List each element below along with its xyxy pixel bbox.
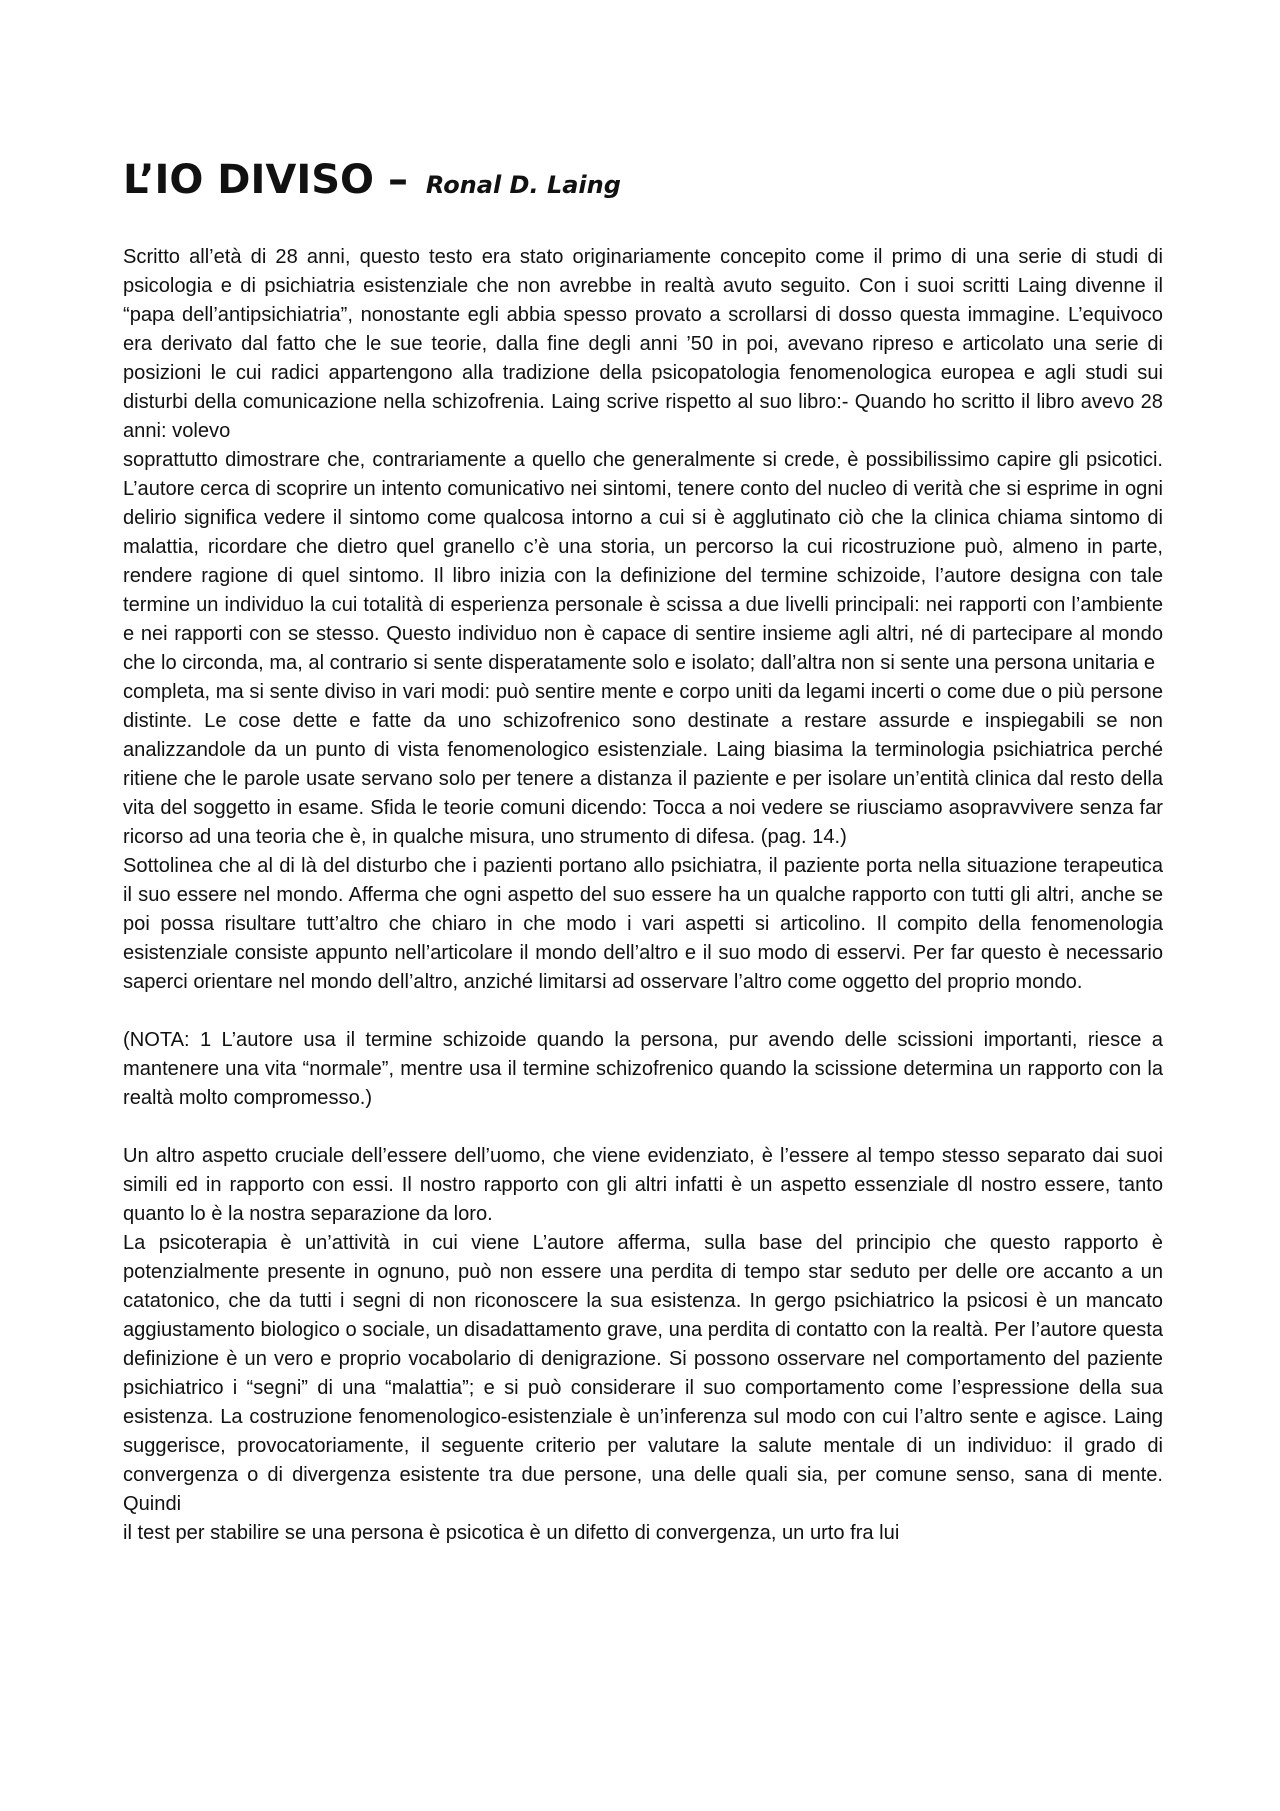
- title-text: L’IO DIVISO –: [123, 157, 408, 203]
- document-page: [123, 140, 1163, 1548]
- paragraph: Sottolinea che al di là del disturbo che i pazienti portano allo psichiatra, il paziente porta nella situazione terapeutica il suo essere nel mondo. Afferma che ogni aspetto del suo essere ha un qualche rapporto con tutti gli altri, anche se poi possa risultare tutt’altro che chiaro in che modo i vari aspetti si articolino. Il compito della fenomenologia esistenziale consiste appunto nell’articolare il mondo dell’altro e il suo modo di esservi. Per far questo è necessario saperci orientare nel mondo dell’altro, anziché limitarsi ad osservare l’altro come oggetto del proprio mondo.: [123, 855, 1163, 993]
- paragraph: il test per stabilire se una persona è psicotica è un difetto di convergenza, un urto fra lui: [123, 1522, 900, 1544]
- paragraph: La psicoterapia è un’attività in cui viene L’autore afferma, sulla base del principio che questo rapporto è potenzialmente presente in ognuno, può non essere una perdita di tempo star seduto per delle ore accanto a un catatonico, che da tutti i segni di non riconoscere la sua esistenza. In gergo psichiatrico la psicosi è un mancato aggiustamento biologico o sociale, un disadattamento grave, una perdita di contatto con la realtà. Per l’autore questa definizione è un vero e proprio vocabolario di denigrazione. Si possono osservare nel comportamento del paziente psichiatrico i “segni” di una “malattia”; e si può considerare il suo comportamento come l’espressione della sua esistenza. La costruzione fenomenologico-esistenziale è un’inferenza sul modo con cui l’altro sente e agisce. Laing suggerisce, provocatoriamente, il seguente criterio per valutare la salute mentale di un individuo: il grado di convergenza o di divergenza esistente tra due persone, una delle quali sia, per comune senso, sana di mente. Quindi: [123, 1232, 1163, 1515]
- author-name: Ronal D. Laing: [425, 171, 621, 199]
- document-body: [123, 243, 1163, 1548]
- document-title: [123, 140, 1163, 225]
- paragraph: Scritto all’età di 28 anni, questo testo era stato originariamente concepito come il primo di una serie di studi di psicologia e di psichiatria esistenziale che non avrebbe in realtà avuto seguito. Con i suoi scritti Laing divenne il “papa dell’antipsichiatria”, nonostante egli abbia spesso provato a scrollarsi di dosso questa immagine. L’equivoco era derivato dal fatto che le sue teorie, dalla fine degli anni ’50 in poi, avevano ripreso e articolato una serie di posizioni le cui radici appartengono alla tradizione della psicopatologia fenomenologica europea e agli studi sui disturbi della comunicazione nella schizofrenia. Laing scrive rispetto al suo libro:- Quando ho scritto il libro avevo 28 anni: volevo: [123, 246, 1163, 442]
- paragraph: Un altro aspetto cruciale dell’essere dell’uomo, che viene evidenziato, è l’essere al tempo stesso separato dai suoi simili ed in rapporto con essi. Il nostro rapporto con gli altri infatti è un aspetto essenziale dl nostro essere, tanto quanto lo è la nostra separazione da loro.: [123, 1145, 1163, 1225]
- paragraph: soprattutto dimostrare che, contrariamente a quello che generalmente si crede, è possibilissimo capire gli psicotici. L’autore cerca di scoprire un intento comunicativo nei sintomi, tenere conto del nucleo di verità che si esprime in ogni delirio significa vedere il sintomo come qualcosa intorno a cui si è agglutinato ciò che la clinica chiama sintomo di malattia, ricordare che dietro quel granello c’è una storia, un percorso la cui ricostruzione può, almeno in parte, rendere ragione di quel sintomo. Il libro inizia con la definizione del termine schizoide, l’autore designa con tale termine un individuo la cui totalità di esperienza personale è scissa a due livelli principali: nei rapporti con l’ambiente e nei rapporti con se stesso. Questo individuo non è capace di sentire insieme agli altri, né di partecipare al mondo che lo circonda, ma, al contrario si sente disperatamente solo e isolato; dall’altra non si sente una persona unitaria e: [123, 449, 1163, 674]
- paragraph: completa, ma si sente diviso in vari modi: può sentire mente e corpo uniti da legami incerti o come due o più persone distinte. Le cose dette e fatte da uno schizofrenico sono destinate a restare assurde e inspiegabili se non analizzandole da un punto di vista fenomenologico esistenziale. Laing biasima la terminologia psichiatrica perché ritiene che le parole usate servano solo per tenere a distanza il paziente e per isolare un’entità clinica dal resto della vita del soggetto in esame. Sfida le teorie comuni dicendo: Tocca a noi vedere se riusciamo asopravvivere senza far ricorso ad una teoria che è, in qualche misura, uno strumento di difesa. (pag. 14.): [123, 681, 1163, 848]
- note-paragraph: (NOTA: 1 L’autore usa il termine schizoide quando la persona, pur avendo delle scissioni importanti, riesce a mantenere una vita “normale”, mentre usa il termine schizofrenico quando la scissione determina un rapporto con la realtà molto compromesso.): [123, 1029, 1163, 1109]
